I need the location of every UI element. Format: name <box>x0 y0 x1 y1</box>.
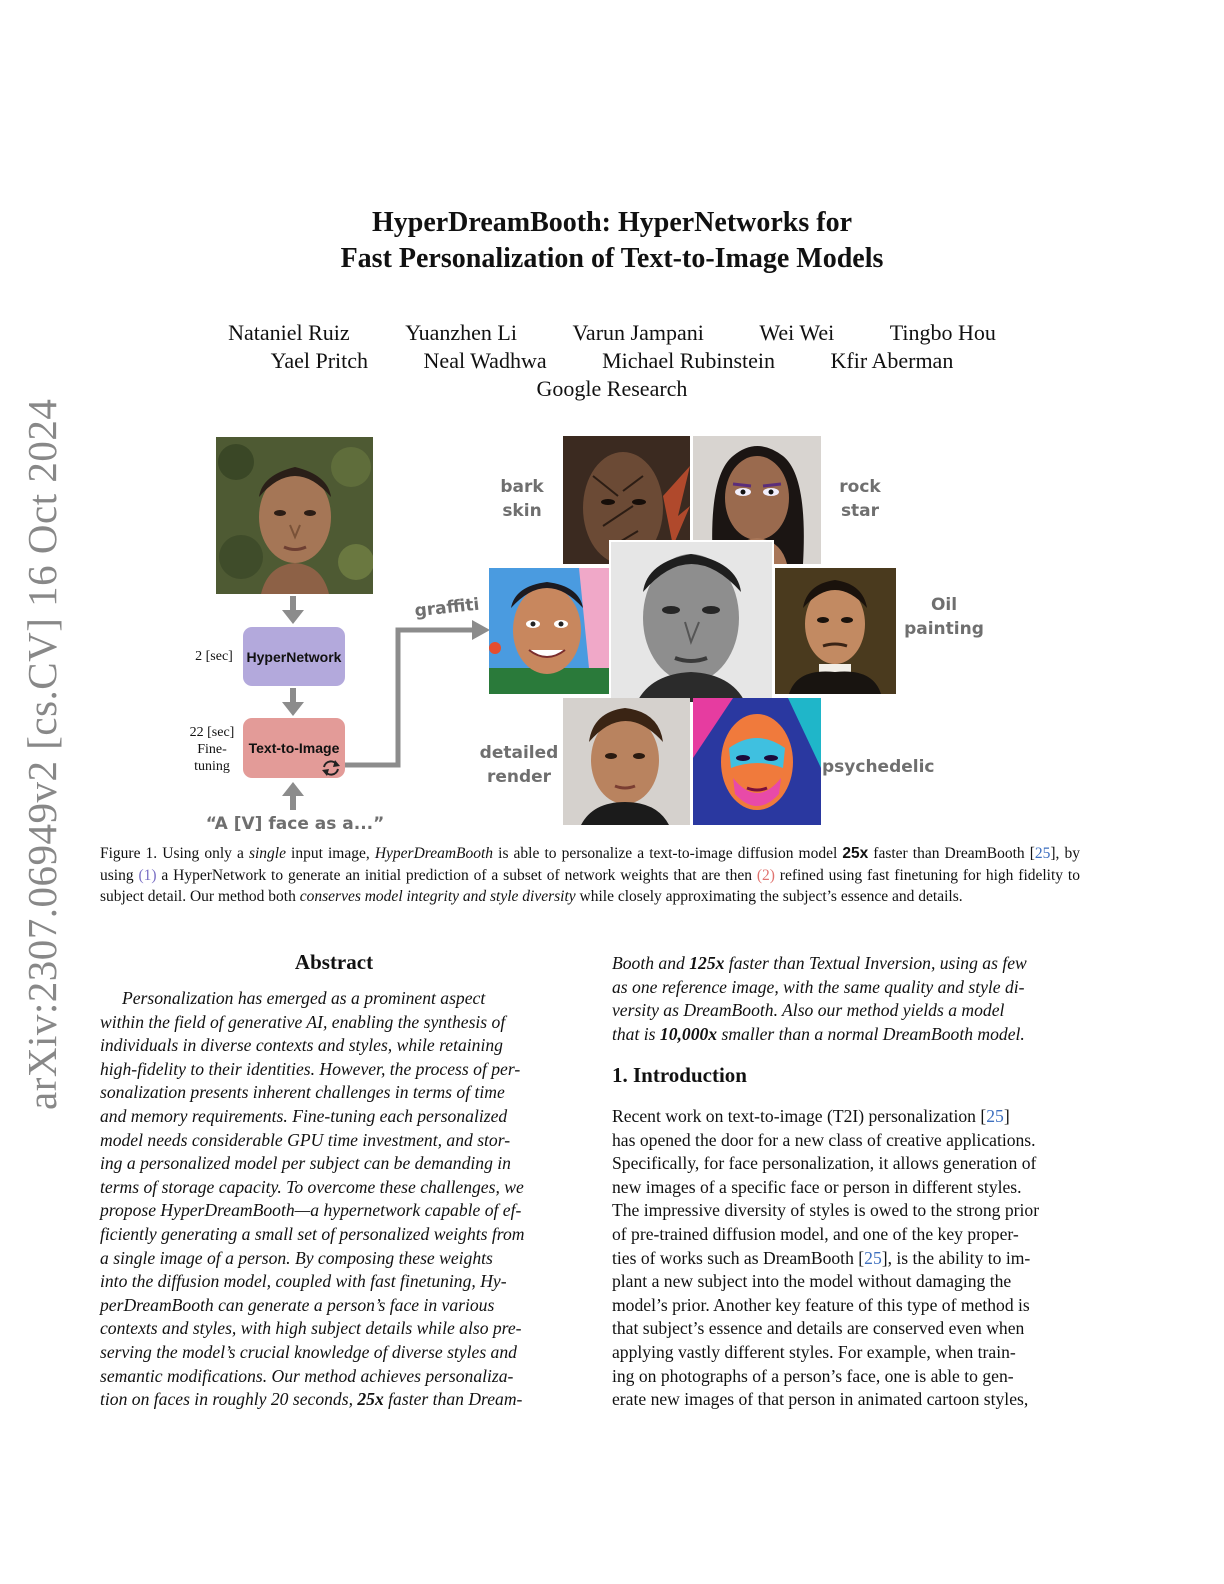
author-name: Kfir Aberman <box>830 348 954 373</box>
abstract-line: individuals in diverse contexts and styles, while retaining <box>100 1035 503 1056</box>
caption-bold: 25x <box>842 845 869 862</box>
abstract-line <box>612 952 1080 976</box>
abstract-body <box>100 987 568 1412</box>
intro-line: of pre-trained diffusion model, and one of the key proper- <box>612 1223 1019 1244</box>
intro-line: erate new images of that person in animated cartoon styles, <box>612 1389 1029 1410</box>
intro-line: Specifically, for face personalization, it allows generation of <box>612 1153 1037 1174</box>
abstract-text: that is <box>612 1023 660 1044</box>
author-name: Wei Wei <box>759 320 835 345</box>
abstract-line: versity as DreamBooth. Also our method yields a model <box>612 1000 1005 1021</box>
introduction-body <box>612 1105 1080 1412</box>
style-text: rock <box>839 477 881 497</box>
abstract-text: smaller than a normal DreamBooth model. <box>717 1023 1025 1044</box>
t2i-time-line1: 22 [sec] <box>189 725 235 740</box>
style-text: star <box>840 501 880 521</box>
title-line-1: HyperDreamBooth: HyperNetworks for <box>371 207 853 238</box>
style-text: bark <box>500 477 544 497</box>
caption-emph: HyperDreamBooth <box>374 845 494 862</box>
abstract-line: Personalization has emerged as a prominent aspect <box>122 988 486 1008</box>
caption-text: while closely approximating the subject’s essence and details. <box>575 888 963 905</box>
author-name: Yael Pritch <box>270 348 369 373</box>
intro-text: ], is the ability to im- <box>881 1247 1031 1268</box>
abstract-bold: 10,000x <box>659 1023 718 1044</box>
abstract-heading <box>100 950 568 975</box>
intro-line <box>612 1247 1080 1271</box>
t2i-time-line2: Fine- <box>197 742 227 757</box>
abstract-line: high-fidelity to their identities. However, the process of per- <box>100 1058 521 1079</box>
caption-text: faster than DreamBooth [ <box>868 845 1035 862</box>
abstract-heading-text: Abstract <box>294 950 374 974</box>
style-label-rock-star <box>830 475 890 523</box>
abstract-text: faster than Textual Inversion, using as few <box>724 953 1027 973</box>
abstract-bold: 125x <box>689 953 725 973</box>
intro-line: The impressive diversity of styles is owed to the strong prior <box>612 1200 1040 1221</box>
introduction-heading-text: 1. Introduction <box>612 1063 747 1087</box>
arxiv-stamp-text: arXiv:2307.06949v2 [cs.CV] 16 Oct 2024 <box>19 398 65 1110</box>
style-label-oil-painting <box>900 593 988 641</box>
abstract-continuation <box>612 952 1080 1046</box>
caption-text: ], by using <box>100 845 1080 884</box>
abstract-line: and memory requirements. Fine-tuning each personalized <box>100 1105 508 1126</box>
style-text: skin <box>502 501 542 521</box>
style-label-psychedelic: psychedelic <box>822 757 935 777</box>
intro-text: ] <box>1003 1106 1010 1126</box>
psychedelic-image <box>693 698 821 825</box>
intro-line: model’s prior. Another key feature of this type of method is <box>612 1294 1030 1315</box>
style-text: render <box>486 767 552 787</box>
style-label-bark-skin <box>490 475 554 523</box>
abstract-line: perDreamBooth can generate a person’s face in various <box>100 1294 495 1315</box>
abstract-line <box>100 1388 568 1412</box>
affiliation-text: Google Research <box>536 376 688 401</box>
oil-painting-image <box>775 568 896 694</box>
introduction-heading <box>612 1063 747 1088</box>
abstract-line: a single image of a person. By composing these weights <box>100 1247 493 1268</box>
intro-text: ties of works such as DreamBooth [ <box>612 1247 865 1268</box>
abstract-line: into the diffusion model, coupled with fast finetuning, Hy- <box>100 1271 507 1292</box>
style-label-detailed-render <box>478 741 560 789</box>
t2i-time-line3: tuning <box>194 759 230 774</box>
style-text: Oil <box>930 595 958 615</box>
intro-line: that subject’s essence and details are conserved even when <box>612 1318 1025 1339</box>
title-line-2: Fast Personalization of Text-to-Image Models <box>340 243 884 274</box>
graffiti-image <box>489 568 611 694</box>
caption-text: is able to personalize a text-to-image diffusion model <box>493 845 843 862</box>
citation-link[interactable]: 25 <box>1034 845 1051 862</box>
abstract-line: ficiently generating a small set of personalized weights from <box>100 1223 525 1244</box>
style-text: detailed <box>479 743 559 763</box>
abstract-line: ing a personalized model per subject can be demanding in <box>100 1153 511 1174</box>
style-text: painting <box>904 619 984 639</box>
caption-text: input image, <box>285 845 375 862</box>
finetune-cycle-icon <box>320 757 342 779</box>
text-to-image-label: Text-to-Image <box>248 740 340 756</box>
intro-line: new images of a specific face or person in different styles. <box>612 1176 1022 1197</box>
caption-text: a HyperNetwork to generate an initial prediction of a subset of network weights that are then <box>156 866 757 884</box>
abstract-line: model needs considerable GPU time investment, and stor- <box>100 1129 511 1150</box>
abstract-bold: 25x <box>357 1389 384 1410</box>
intro-text: Recent work on text-to-image (T2I) personalization [ <box>612 1106 987 1126</box>
hypernetwork-box <box>243 627 345 686</box>
intro-line: plant a new subject into the model without damaging the <box>612 1271 1012 1292</box>
detailed-render-image <box>563 698 690 825</box>
intro-line: has opened the door for a new class of creative applications. <box>612 1129 1036 1150</box>
hypernetwork-label: HyperNetwork <box>246 648 342 665</box>
author-name: Yuanzhen Li <box>405 320 517 345</box>
caption-text: Figure 1. Using only a <box>100 845 249 862</box>
abstract-line <box>612 1023 1080 1047</box>
abstract-text: Booth and <box>612 953 690 973</box>
caption-emph: single <box>248 845 286 862</box>
abstract-line: within the field of generative AI, enabling the synthesis of <box>100 1011 506 1032</box>
abstract-line: as one reference image, with the same quality and style di- <box>612 976 1025 997</box>
author-name: Tingbo Hou <box>889 320 996 345</box>
abstract-line: serving the model’s crucial knowledge of diverse styles and <box>100 1341 517 1362</box>
author-name: Michael Rubinstein <box>602 348 776 373</box>
author-name: Nataniel Ruiz <box>228 320 350 345</box>
caption-emph: conserves model integrity and style diversity <box>299 888 576 905</box>
citation-link[interactable]: 25 <box>986 1106 1004 1126</box>
abstract-line: propose HyperDreamBooth—a hypernetwork capable of ef- <box>100 1200 522 1221</box>
input-face-photo <box>216 437 373 594</box>
t2i-time-label <box>180 724 244 775</box>
abstract-text: faster than Dream- <box>383 1389 523 1410</box>
style-label-graffiti: graffiti <box>413 594 481 622</box>
intro-line <box>612 1105 1080 1129</box>
abstract-line: terms of storage capacity. To overcome these challenges, we <box>100 1176 524 1197</box>
step-2-marker: (2) <box>756 866 775 884</box>
center-bw-image <box>609 540 774 704</box>
abstract-text: tion on faces in roughly 20 seconds, <box>100 1389 358 1410</box>
intro-line: applying vastly different styles. For example, when train- <box>612 1341 1016 1362</box>
figure-caption <box>100 843 1080 908</box>
citation-link[interactable]: 25 <box>864 1247 882 1268</box>
abstract-line: sonalization presents inherent challenges in terms of time <box>100 1082 505 1103</box>
abstract-line: semantic modifications. Our method achieves personaliza- <box>100 1365 514 1386</box>
author-name: Neal Wadhwa <box>423 348 547 373</box>
hypernet-time-label: 2 [sec] <box>195 649 233 664</box>
intro-line: ing on photographs of a person’s face, one is able to gen- <box>612 1365 1014 1386</box>
prompt-label: “A [V] face as a...” <box>205 814 385 834</box>
abstract-line: contexts and styles, with high subject details while also pre- <box>100 1318 522 1339</box>
author-name: Varun Jampani <box>572 320 704 345</box>
step-1-marker: (1) <box>138 866 157 884</box>
caption-text: refined using fast finetuning for high fidelity to subject detail. Our method both <box>100 866 1080 905</box>
